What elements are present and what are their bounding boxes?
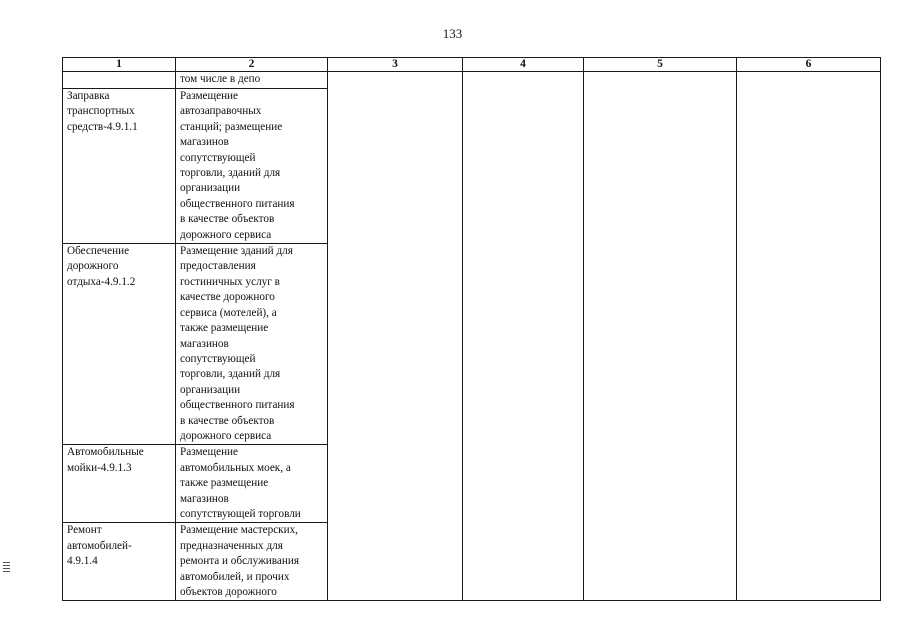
table-cell [63,72,176,89]
use-type-name: Ремонт автомобилей- 4.9.1.4 [67,524,132,568]
land-use-table [62,57,881,601]
use-type-description: Размещение зданий для предоставления гостиничных услуг в качестве дорожного сервиса (мотелей), а также размещение магазинов сопутствующей торговли, зданий для организации общественного питания в качестве объектов дорожного сервиса [180,245,295,442]
header-row [63,58,881,72]
column-header-5: 5 [584,58,737,72]
use-type-description: Размещение мастерских, предназначенных для ремонта и обслуживания автомобилей, и прочих объектов дорожного [180,524,300,598]
column-header-6: 6 [737,58,881,72]
column-header-4: 4 [463,58,584,72]
column-header-3: 3 [328,58,463,72]
margin-scan-mark [3,562,10,574]
page-number: 133 [442,26,463,41]
use-type-name: Заправка транспортных средств-4.9.1.1 [67,90,138,133]
table-cell [63,445,176,523]
table-cell [176,244,328,445]
table-cell [176,523,328,601]
table-cell [63,523,176,601]
use-type-name: Автомобильные мойки-4.9.1.3 [67,446,144,474]
table-cell [63,89,176,244]
table-cell-blank-col4 [463,72,584,601]
table-cell-blank-col6 [737,72,881,601]
table-cell [176,72,328,89]
table-cell [63,244,176,445]
table-cell [176,89,328,244]
continuation-text: том числе в депо [180,73,261,85]
table-row-continuation [63,72,881,89]
use-type-name: Обеспечение дорожного отдыха-4.9.1.2 [67,245,136,288]
column-header-1: 1 [63,58,176,72]
table-cell-blank-col5 [584,72,737,601]
table-cell [176,445,328,523]
use-type-description: Размещение автозаправочных станций; размещение магазинов сопутствующей торговли, зданий для организации общественного питания в качестве объектов дорожного сервиса [180,90,295,241]
table-cell-blank-col3 [328,72,463,601]
use-type-description: Размещение автомобильных моек, а также размещение магазинов сопутствующей торговли [180,446,301,520]
column-header-2: 2 [176,58,328,72]
